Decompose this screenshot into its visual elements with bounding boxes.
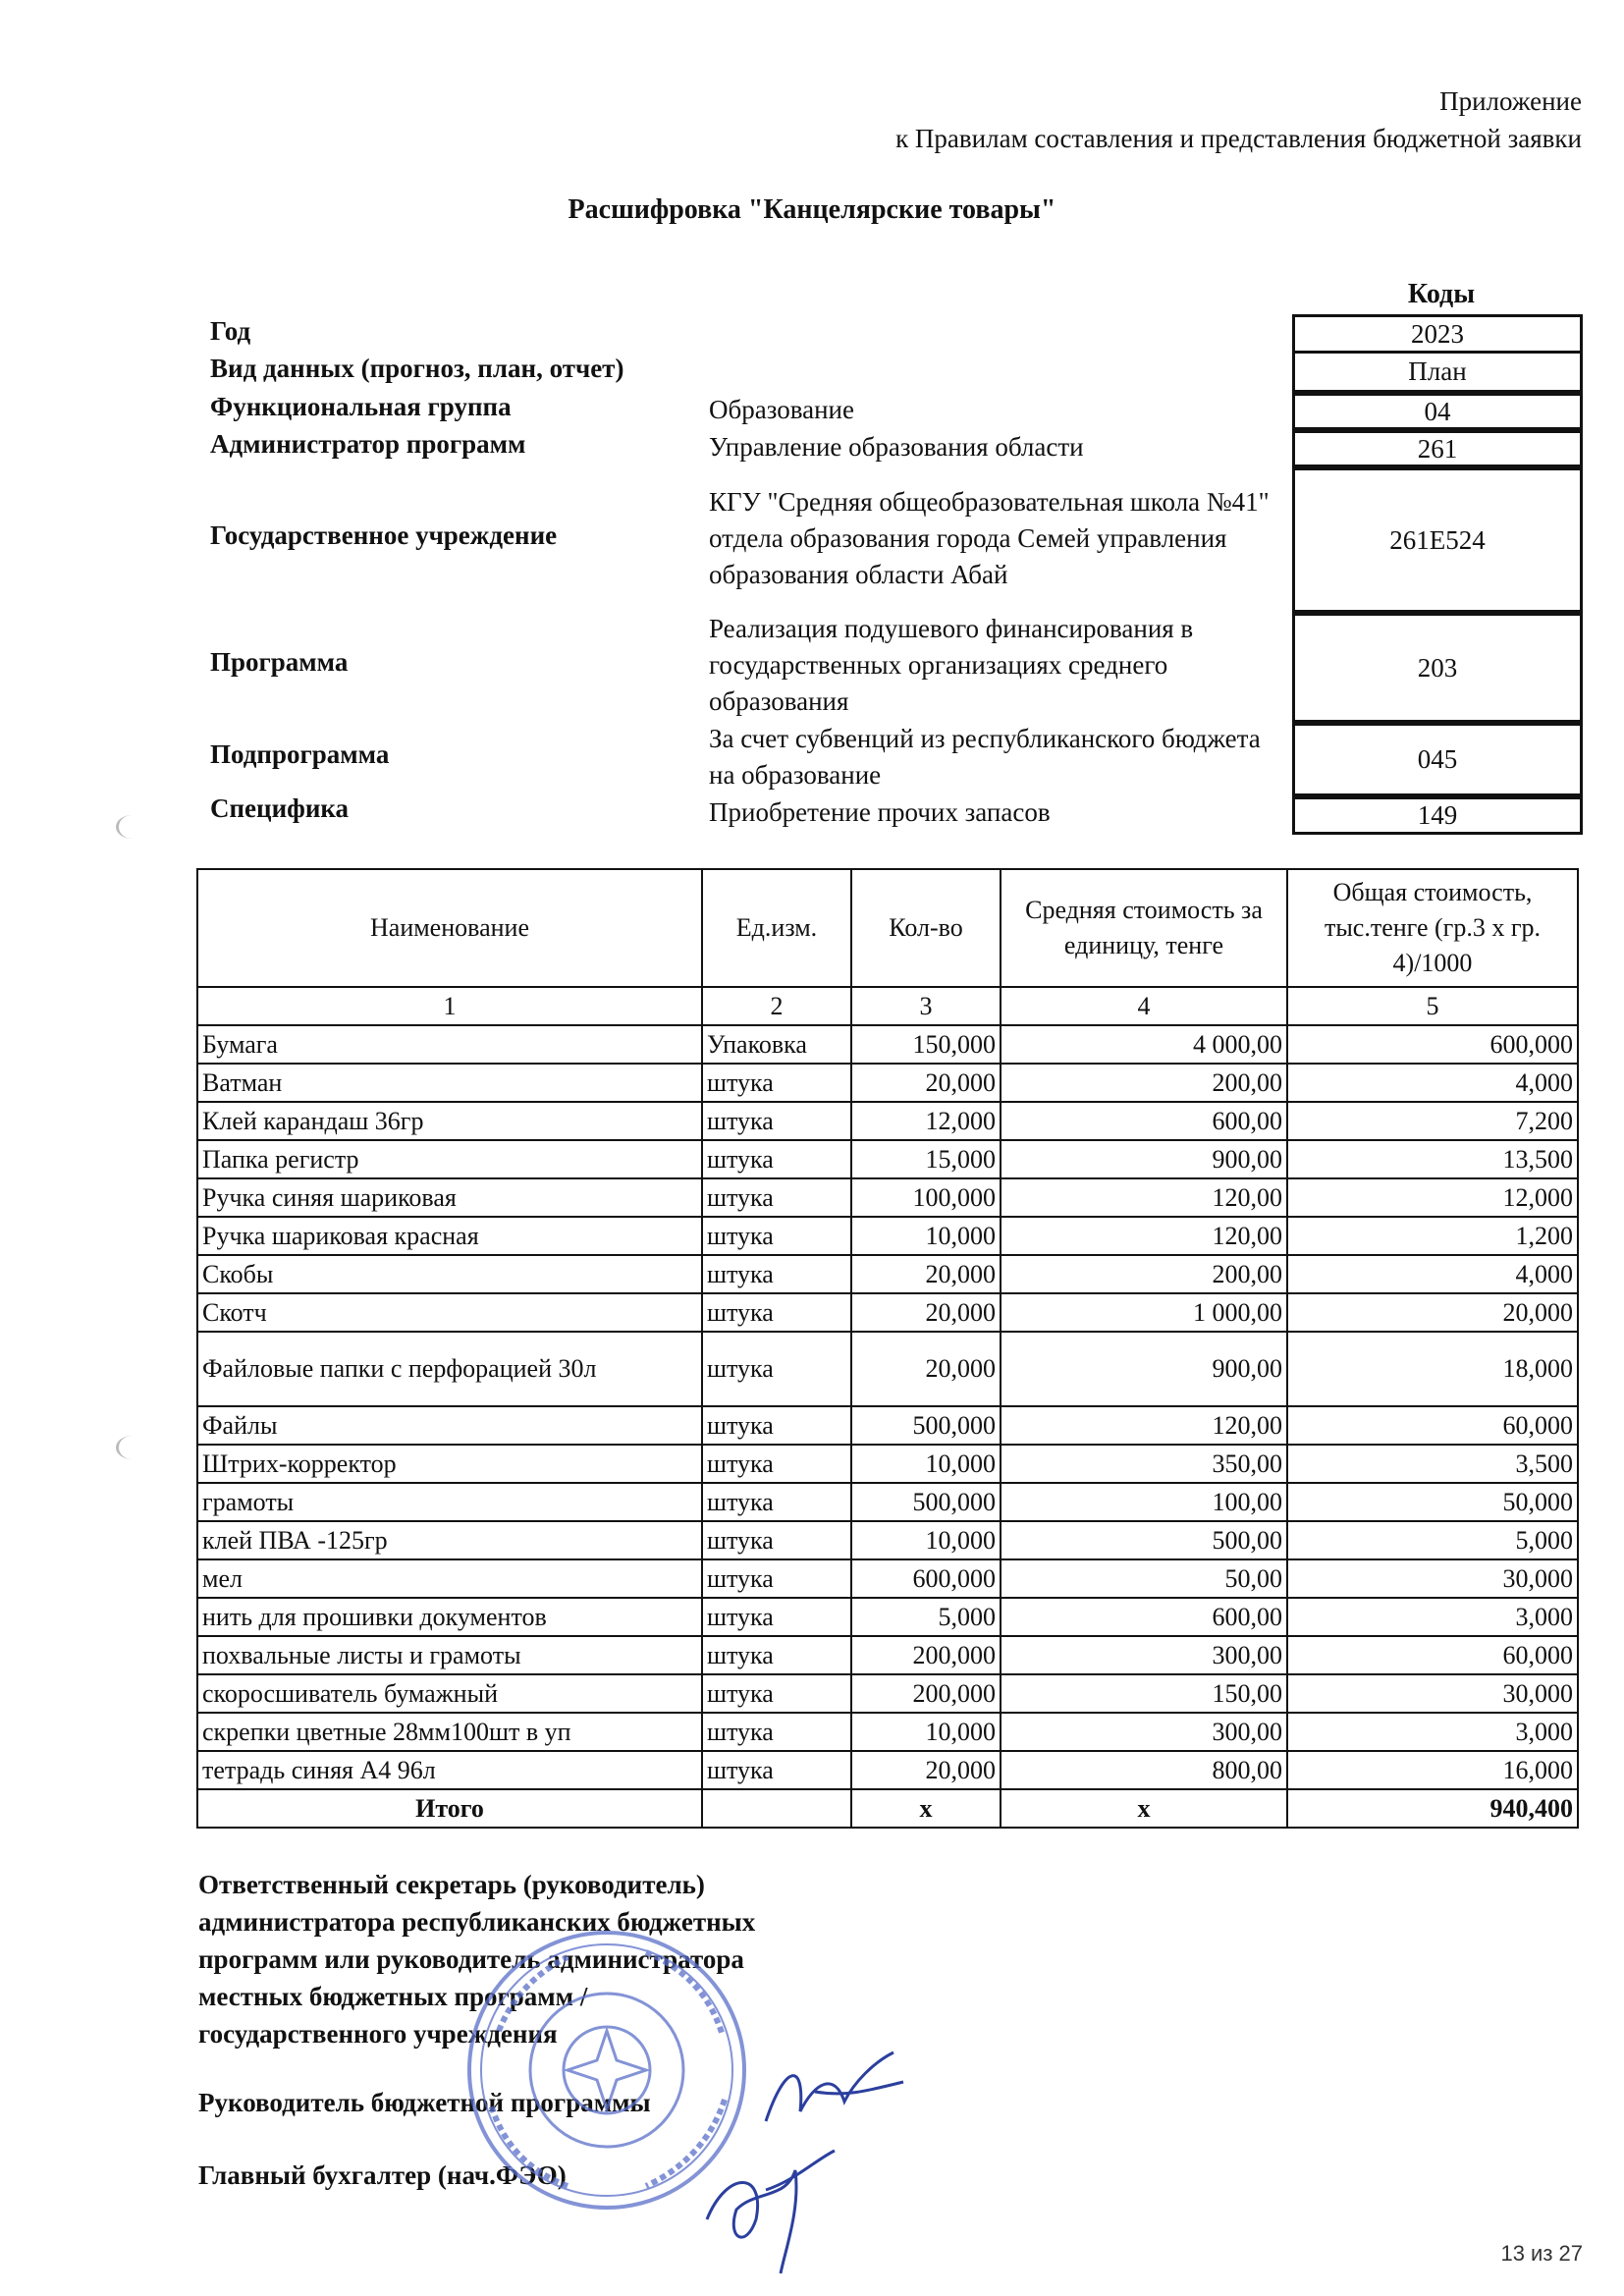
item-unit: штука [702,1332,851,1406]
item-price: 50,00 [1001,1559,1287,1598]
item-unit: штука [702,1255,851,1293]
header-label-year: Год [210,316,251,346]
item-qty: 10,000 [851,1217,1001,1255]
total-sum: 940,400 [1287,1789,1578,1828]
item-qty: 20,000 [851,1751,1001,1789]
signature-scribble-icon [687,2131,844,2278]
item-qty: 200,000 [851,1636,1001,1674]
table-row [197,1559,1578,1598]
table-row [197,1217,1578,1255]
table-column-number-row [197,987,1578,1025]
item-unit: штука [702,1713,851,1751]
secretary-line: программ или руководитель администратора [198,1944,744,1974]
item-total: 7,200 [1287,1102,1578,1140]
item-qty: 10,000 [851,1445,1001,1483]
code-program-admin: 261 [1292,430,1583,467]
scan-mark [116,815,148,839]
item-total: 5,000 [1287,1521,1578,1559]
item-total: 50,000 [1287,1483,1578,1521]
item-total: 4,000 [1287,1064,1578,1102]
item-qty: 10,000 [851,1713,1001,1751]
item-price: 200,00 [1001,1255,1287,1293]
item-unit: штука [702,1445,851,1483]
code-institution: 261E524 [1292,467,1583,613]
item-name: Файловые папки с перфорацией 30л [197,1332,702,1406]
item-unit: штука [702,1751,851,1789]
secretary-line: администратора республиканских бюджетных [198,1907,756,1937]
header-label-subprogram: Подпрограмма [210,739,390,769]
table-row [197,1674,1578,1713]
header-label-program-admin: Администратор программ [210,429,526,459]
item-total: 1,200 [1287,1217,1578,1255]
total-price: x [1001,1789,1287,1828]
appendix-line-2: к Правилам составления и представления бюджетной заявки [895,124,1582,153]
item-name: скоросшиватель бумажный [197,1674,702,1713]
item-price: 800,00 [1001,1751,1287,1789]
item-unit: штука [702,1521,851,1559]
item-name: Скобы [197,1255,702,1293]
table-row [197,1406,1578,1445]
item-qty: 500,000 [851,1483,1001,1521]
table-row [197,1483,1578,1521]
table-row [197,1140,1578,1178]
column-number: 4 [1001,987,1287,1025]
item-qty: 500,000 [851,1406,1001,1445]
item-price: 900,00 [1001,1332,1287,1406]
item-name: Скотч [197,1293,702,1332]
table-row [197,1102,1578,1140]
item-name: Файлы [197,1406,702,1445]
items-table [196,868,1579,1829]
item-total: 600,000 [1287,1025,1578,1064]
table-header-row [197,869,1578,987]
document-title: Расшифровка "Канцелярские товары" [568,194,1056,225]
signature-program-head: Руководитель бюджетной программы [198,2088,651,2117]
item-unit: штука [702,1217,851,1255]
column-number: 2 [702,987,851,1025]
item-price: 150,00 [1001,1674,1287,1713]
table-row [197,1521,1578,1559]
appendix-note [895,82,1582,157]
item-total: 16,000 [1287,1751,1578,1789]
table-row [197,1445,1578,1483]
item-qty: 20,000 [851,1293,1001,1332]
item-price: 100,00 [1001,1483,1287,1521]
column-number: 3 [851,987,1001,1025]
item-unit: штука [702,1598,851,1636]
item-unit: штука [702,1102,851,1140]
header-value-subprogram: За счет субвенций из республиканского бюджета на образование [709,724,1261,790]
header-value-program-admin: Управление образования области [709,432,1084,462]
code-functional-group: 04 [1292,393,1583,430]
item-total: 12,000 [1287,1178,1578,1217]
code-subprogram: 045 [1292,723,1583,796]
code-year: 2023 [1292,314,1583,354]
scan-mark [116,1436,148,1459]
item-price: 350,00 [1001,1445,1287,1483]
item-unit: Упаковка [702,1025,851,1064]
table-row [197,1332,1578,1406]
item-qty: 12,000 [851,1102,1001,1140]
item-total: 3,000 [1287,1598,1578,1636]
header-value-institution: КГУ "Средняя общеобразовательная школа №41" отдела образования города Семей управления образования области Абай [709,487,1270,589]
item-total: 30,000 [1287,1674,1578,1713]
header-label-program: Программа [210,647,349,677]
signature-chief-accountant: Главный бухгалтер (нач.ФЭО) [198,2160,567,2190]
item-qty: 100,000 [851,1178,1001,1217]
item-name: мел [197,1559,702,1598]
item-qty: 20,000 [851,1332,1001,1406]
item-price: 900,00 [1001,1140,1287,1178]
item-unit: штука [702,1406,851,1445]
appendix-line-1: Приложение [1439,86,1582,116]
item-unit: штука [702,1140,851,1178]
item-price: 600,00 [1001,1598,1287,1636]
secretary-line: государственного учреждения [198,2019,558,2049]
item-price: 300,00 [1001,1636,1287,1674]
secretary-line: Ответственный секретарь (руководитель) [198,1870,705,1899]
table-row [197,1025,1578,1064]
item-name: Ручка синяя шариковая [197,1178,702,1217]
header-label-specific: Специфика [210,793,350,823]
table-row [197,1064,1578,1102]
table-row [197,1636,1578,1674]
item-name: Штрих-корректор [197,1445,702,1483]
item-price: 300,00 [1001,1713,1287,1751]
item-total: 3,000 [1287,1713,1578,1751]
item-name: Бумага [197,1025,702,1064]
table-row [197,1255,1578,1293]
item-name: Клей карандаш 36гр [197,1102,702,1140]
code-specific: 149 [1292,796,1583,835]
column-header-unit: Ед.изм. [702,869,851,987]
header-label-data-kind: Вид данных (прогноз, план, отчет) [210,354,624,383]
item-name: Папка регистр [197,1140,702,1178]
header-label-institution: Государственное учреждение [210,520,558,550]
code-data-kind: План [1292,354,1583,393]
item-total: 18,000 [1287,1332,1578,1406]
item-total: 60,000 [1287,1636,1578,1674]
item-name: клей ПВА -125гр [197,1521,702,1559]
item-price: 200,00 [1001,1064,1287,1102]
column-number: 5 [1287,987,1578,1025]
column-number: 1 [197,987,702,1025]
item-price: 120,00 [1001,1406,1287,1445]
item-price: 4 000,00 [1001,1025,1287,1064]
item-total: 60,000 [1287,1406,1578,1445]
item-name: нить для прошивки документов [197,1598,702,1636]
secretary-line: местных бюджетных программ / [198,1982,588,2011]
item-name: грамоты [197,1483,702,1521]
item-qty: 5,000 [851,1598,1001,1636]
item-price: 500,00 [1001,1521,1287,1559]
table-row [197,1293,1578,1332]
table-row [197,1751,1578,1789]
item-price: 120,00 [1001,1217,1287,1255]
item-unit: штука [702,1483,851,1521]
item-name: тетрадь синяя А4 96л [197,1751,702,1789]
table-total-row [197,1789,1578,1828]
item-qty: 150,000 [851,1025,1001,1064]
header-value-program: Реализация подушевого финансирования в государственных организациях среднего образования [709,614,1194,716]
total-unit [702,1789,851,1828]
column-header-name: Наименование [197,869,702,987]
item-unit: штука [702,1674,851,1713]
item-qty: 15,000 [851,1140,1001,1178]
item-unit: штука [702,1178,851,1217]
column-header-qty: Кол-во [851,869,1001,987]
header-label-functional-group: Функциональная группа [210,392,512,421]
item-total: 3,500 [1287,1445,1578,1483]
item-unit: штука [702,1064,851,1102]
item-price: 600,00 [1001,1102,1287,1140]
item-price: 120,00 [1001,1178,1287,1217]
item-price: 1 000,00 [1001,1293,1287,1332]
total-qty: x [851,1789,1001,1828]
item-qty: 20,000 [851,1255,1001,1293]
item-total: 13,500 [1287,1140,1578,1178]
item-name: скрепки цветные 28мм100шт в уп [197,1713,702,1751]
code-program: 203 [1292,613,1583,723]
item-name: Ручка шариковая красная [197,1217,702,1255]
table-row [197,1178,1578,1217]
item-qty: 10,000 [851,1521,1001,1559]
table-row [197,1598,1578,1636]
header-value-functional-group: Образование [709,395,854,424]
table-row [197,1713,1578,1751]
item-unit: штука [702,1293,851,1332]
item-unit: штука [702,1636,851,1674]
item-total: 30,000 [1287,1559,1578,1598]
column-header-total: Общая стоимость, тыс.тенге (гр.3 х гр. 4)/1000 [1287,869,1578,987]
page-number: 13 из 27 [1500,2241,1583,2266]
column-header-price: Средняя стоимость за единицу, тенге [1001,869,1287,987]
item-qty: 200,000 [851,1674,1001,1713]
item-total: 20,000 [1287,1293,1578,1332]
codes-title: Коды [1407,279,1476,309]
item-name: похвальные листы и грамоты [197,1636,702,1674]
item-qty: 600,000 [851,1559,1001,1598]
header-value-specific: Приобретение прочих запасов [709,797,1051,827]
item-name: Ватман [197,1064,702,1102]
item-qty: 20,000 [851,1064,1001,1102]
item-unit: штука [702,1559,851,1598]
total-label: Итого [197,1789,702,1828]
item-total: 4,000 [1287,1255,1578,1293]
